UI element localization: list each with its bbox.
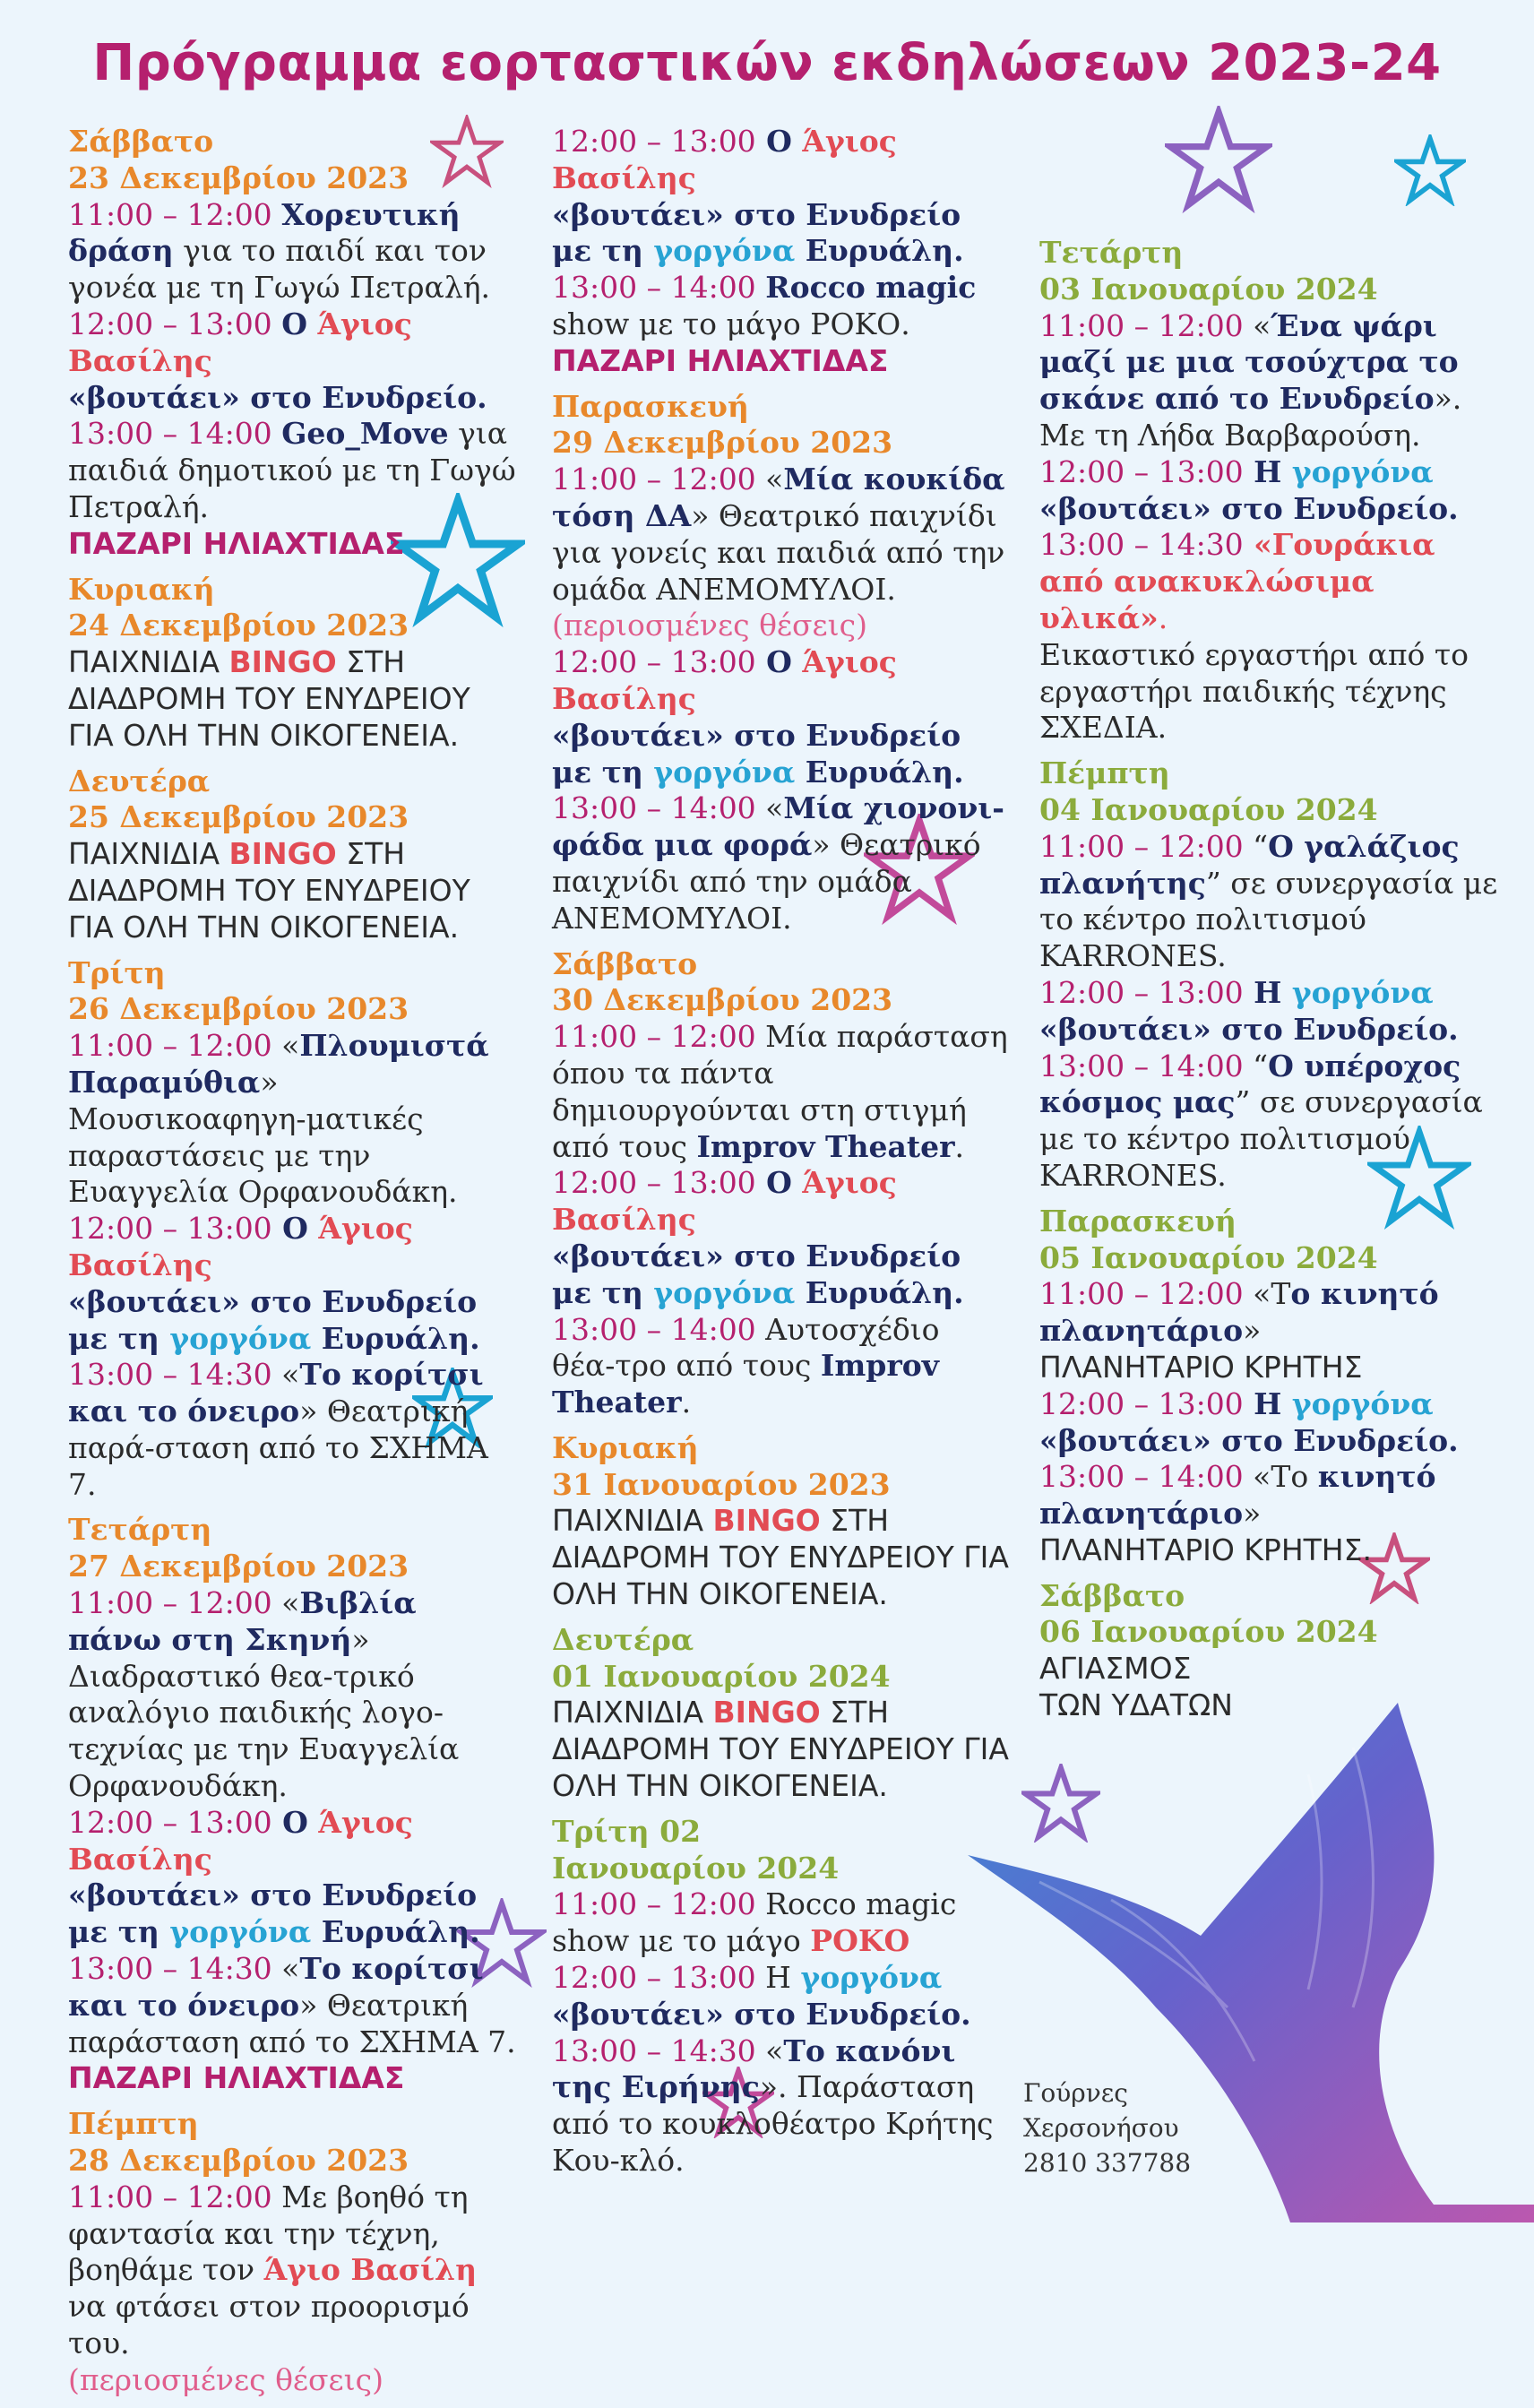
event-time: 13:00 – 14:30 <box>552 2033 756 2068</box>
event-item <box>1039 454 1505 528</box>
event-text: show με το μάγο ΡΟΚΟ. <box>552 306 910 341</box>
day-name: Τρίτη 02 <box>552 1813 702 1849</box>
mermaid-text: γοργόνα <box>1291 974 1434 1010</box>
event-text: « <box>271 1028 300 1064</box>
santa-text: Άγιος Βασίλης <box>68 1804 413 1877</box>
day-name: Σάββατο <box>68 124 214 159</box>
day-mon-01-jan <box>552 1622 1009 1805</box>
event-item <box>552 2033 1009 2179</box>
day-date: 05 Ιανουαρίου 2024 <box>1039 1239 1378 1275</box>
event-text: ΣΤΗ ΔΙΑΔΡΟΜΗ ΤΟΥ ΕΝΥΔΡΕΙΟΥ ΓΙΑ ΟΛΗ ΤΗΝ ΟΙΚΟΓΕΝΕΙΑ. <box>552 1695 1009 1804</box>
day-fri-29-dec <box>552 389 1009 937</box>
page-title: Πρόγραμμα εορταστικών εκδηλώσεων 2023-24 <box>92 34 1442 92</box>
mermaid-text: γοργόνα <box>1291 453 1434 489</box>
event-text: Ο <box>281 306 318 341</box>
location-line: Γούρνες <box>1023 2078 1128 2108</box>
event-text: ». Παράσταση από το κουκλοθέατρο Κρήτης Κου-κλό. <box>552 2069 994 2179</box>
event-time: 12:00 – 13:00 <box>552 124 756 159</box>
day-date: 24 Δεκεμβρίου 2023 <box>68 608 409 643</box>
bingo-text: BINGO <box>712 1695 821 1730</box>
event-time: 12:00 – 13:00 <box>552 644 756 680</box>
event-title: Ένα ψάρι μαζί με μια τσούχτρα το σκάνε από το Ενυδρείο <box>1039 307 1459 417</box>
santa-text: Άγιος Βασίλης <box>552 1165 897 1238</box>
event-item <box>552 270 1009 343</box>
event-item <box>552 1960 1009 2033</box>
day-date: 25 Δεκεμβρίου 2023 <box>68 799 409 835</box>
mermaid-tail-image <box>932 1667 1534 2222</box>
day-name: Σάββατο <box>1039 1577 1185 1613</box>
bingo-text: BINGO <box>712 1503 821 1539</box>
day-sat-30-dec <box>552 946 1009 1421</box>
event-time: 12:00 – 13:00 <box>68 1804 272 1840</box>
event-time: 13:00 – 14:00 <box>1039 1048 1244 1083</box>
event-item <box>1039 1459 1505 1568</box>
event-time: 11:00 – 12:00 <box>68 1585 272 1621</box>
event-text: ΠΑΙΧΝΙΔΙΑ <box>68 836 229 872</box>
event-item <box>1039 308 1505 454</box>
day-sun-31 <box>552 1430 1009 1613</box>
day-thu-04-jan <box>1039 755 1505 1195</box>
event-time: 11:00 – 12:00 <box>1039 307 1244 343</box>
event-text: «βουτάει» στο Ενυδρείο. <box>1039 1011 1459 1047</box>
day-date: 23 Δεκεμβρίου 2023 <box>68 160 409 195</box>
event-text: ΠΑΙΧΝΙΔΙΑ <box>552 1503 713 1539</box>
event-text: » Θεατρικό παιχνίδι από την ομάδα ΑΝΕΜΟΜΥΛΟΙ. <box>552 827 981 936</box>
day-name: Σάββατο <box>552 945 698 981</box>
event-item <box>68 836 516 945</box>
event-time: 13:00 – 14:00 <box>552 1311 756 1347</box>
event-item <box>68 644 516 754</box>
event-text: «Τ <box>1243 1276 1291 1312</box>
event-item <box>552 1695 1009 1804</box>
event-time: 12:00 – 13:00 <box>552 1960 756 1996</box>
event-title: «Γουράκια από ανακυκλώσιμα υλικά» <box>1039 527 1435 635</box>
event-text: ». Με τη Λήδα Βαρβαρούση. <box>1039 381 1462 453</box>
mermaid-text: γοργόνα <box>800 1960 943 1996</box>
event-text: Ευρυάλη. <box>795 1274 964 1310</box>
event-time: 11:00 – 12:00 <box>552 1886 756 1922</box>
day-date: 27 Δεκεμβρίου 2023 <box>68 1549 409 1584</box>
event-text: Η <box>755 1960 801 1996</box>
event-title: Improv Theater <box>552 1348 939 1420</box>
event-text: Ευρυάλη. <box>795 754 964 790</box>
event-text: «βουτάει» στο Ενυδρείο με τη <box>552 717 961 790</box>
event-text: «βουτάει» στο Ενυδρείο με τη <box>68 1283 478 1356</box>
event-title: Μία χιονονι-φάδα μια φορά <box>552 790 1004 863</box>
market-label: ΠΑΖΑΡΙ ΗΛΙΑΧΤΙΔΑΣ <box>552 342 889 378</box>
event-title: Ο υπέροχος κόσμος μας <box>1039 1048 1461 1120</box>
event-text: Ο <box>271 1804 319 1840</box>
event-text: Ο <box>755 644 803 680</box>
event-item <box>68 1805 516 1951</box>
event-text: «βουτάει» στο Ενυδρείο. <box>68 379 487 415</box>
event-time: 13:00 – 14:30 <box>68 1357 272 1393</box>
event-title: Βιβλία πάνω στη Σκηνή <box>68 1585 417 1657</box>
event-text: « <box>755 2033 784 2068</box>
event-text: » Διαδραστικό θεα-τρικό αναλόγιο παιδικής λογο-τεχνίας με την Ευαγγελία Ορφανουδάκη. <box>68 1621 460 1804</box>
event-time: 12:00 – 13:00 <box>1039 1385 1244 1421</box>
event-item <box>552 1312 1009 1421</box>
schedule-column-2 <box>552 124 1009 2188</box>
event-time: 12:00 – 13:00 <box>1039 974 1244 1010</box>
event-item <box>552 1886 1009 1960</box>
event-title: Geo_Move <box>281 416 449 452</box>
day-tue-26-dec <box>68 955 516 1504</box>
event-time: 11:00 – 12:00 <box>68 1028 272 1064</box>
event-text: «βουτάει» στο Ενυδρείο. <box>552 1996 971 2032</box>
day-date: 03 Ιανουαρίου 2024 <box>1039 271 1378 306</box>
event-item <box>1039 1049 1505 1195</box>
day-name: Παρασκευή <box>1039 1203 1237 1239</box>
event-text: “ <box>1243 1048 1269 1083</box>
event-time: 13:00 – 14:00 <box>552 270 756 306</box>
day-sat-23-dec <box>68 124 516 563</box>
day-date: 28 Δεκεμβρίου 2023 <box>68 2143 409 2179</box>
santa-text: Άγιο Βασίλη <box>263 2252 478 2288</box>
event-time: 13:00 – 14:00 <box>68 416 272 452</box>
event-title: Χορευτική δράση <box>68 196 461 269</box>
market-label: ΠΑΖΑΡΙ ΗΛΙΑΧΤΙΔΑΣ <box>68 2060 405 2096</box>
santa-text: Άγιος Βασίλης <box>68 306 412 378</box>
purple-star-icon <box>1165 106 1272 213</box>
event-text: Rocco magic show με το μάγο <box>552 1886 957 1959</box>
event-text: ΠΛΑΝΗΤΑΡΙΟ ΚΡΗΤΗΣ. <box>1039 1532 1372 1567</box>
mermaid-text: γοργόνα <box>169 1914 312 1950</box>
day-date: 01 Ιανουαρίου 2024 <box>552 1658 891 1694</box>
event-time: 13:00 – 14:00 <box>1039 1459 1244 1495</box>
mermaid-text: γοργόνα <box>653 754 796 790</box>
event-item <box>68 197 516 306</box>
day-name: Τρίτη <box>68 954 166 990</box>
day-sun-24-dec <box>68 572 516 755</box>
day-date: 04 Ιανουαρίου 2024 <box>1039 791 1378 827</box>
event-text: ΑΓΙΑΣΜΟΣ <box>1039 1651 1192 1687</box>
event-time: 13:00 – 14:30 <box>68 1951 272 1987</box>
event-text: Ευρυάλη. <box>311 1320 480 1356</box>
day-thu-28-dec <box>68 2106 516 2398</box>
day-name: Παρασκευή <box>552 388 749 424</box>
event-text: Μία παράσταση όπου τα πάντα δημιουργούνται στη στιγμή από τους <box>552 1019 1008 1164</box>
event-text: ΣΤΗ ΔΙΑΔΡΟΜΗ ΤΟΥ ΕΝΥΔΡΕΙΟΥ ΓΙΑ ΟΛΗ ΤΗΝ ΟΙΚΟΓΕΝΕΙΑ. <box>552 1503 1009 1612</box>
event-item <box>1039 829 1505 975</box>
phone-number: 2810 337788 <box>1023 2148 1192 2178</box>
mermaid-text: γοργόνα <box>169 1320 312 1356</box>
event-text: ΠΑΙΧΝΙΔΙΑ <box>552 1695 713 1730</box>
day-date: 26 Δεκεμβρίου 2023 <box>68 991 409 1027</box>
event-text: Η <box>1243 974 1292 1010</box>
event-title: κινητό πλανητάριο <box>1039 1459 1436 1532</box>
event-text: Ο <box>755 124 803 159</box>
event-text: Εικαστικό εργαστήρι από το εργαστήρι παιδικής τέχνης ΣΧΕΔΙΑ. <box>1039 636 1469 746</box>
blue-star-icon <box>1394 134 1466 206</box>
event-text: « <box>271 1585 300 1621</box>
event-text: ” σε συνεργασία με το κέντρο πολιτισμού KARRONES. <box>1039 1084 1483 1193</box>
schedule-column-3 <box>1039 235 1505 1733</box>
event-text: Αυτοσχέδιο θέα-τρο από τους <box>552 1311 940 1384</box>
event-time: 13:00 – 14:30 <box>1039 527 1244 563</box>
event-text: . <box>954 1128 965 1164</box>
mermaid-text: γοργόνα <box>653 233 796 269</box>
event-item <box>552 1503 1009 1612</box>
day-name: Δευτέρα <box>68 763 211 798</box>
event-title: Μία κουκίδα τόση ΔΑ <box>552 462 1005 533</box>
day-wed-27-dec <box>68 1512 516 2097</box>
day-sat-06-jan <box>1039 1578 1505 1724</box>
event-item <box>552 790 1009 936</box>
schedule-column-1 <box>68 124 516 2408</box>
event-text: « <box>755 462 784 497</box>
event-text: » <box>1243 1313 1262 1349</box>
event-time: 11:00 – 12:00 <box>68 2179 272 2214</box>
day-name: Πέμπτη <box>1039 755 1170 791</box>
event-text: ΣΤΗ ΔΙΑΔΡΟΜΗ ΤΟΥ ΕΝΥΔΡΕΙΟΥ ΓΙΑ ΟΛΗ ΤΗΝ ΟΙΚΟΓΕΝΕΙΑ. <box>68 836 470 945</box>
day-mon-25-dec <box>68 764 516 946</box>
event-time: 12:00 – 13:00 <box>552 1165 756 1201</box>
event-item <box>552 644 1009 790</box>
event-text: Ο <box>271 1211 319 1247</box>
event-text: Η <box>1243 1385 1292 1421</box>
mermaid-text: γοργόνα <box>653 1274 796 1310</box>
event-text: «Το <box>1243 1459 1318 1495</box>
event-text: ΠΑΙΧΝΙΔΙΑ <box>68 644 229 680</box>
event-item <box>68 306 516 416</box>
event-title: Ο γαλάζιος πλανήτης <box>1039 828 1460 901</box>
event-item <box>68 416 516 525</box>
event-time: 11:00 – 12:00 <box>1039 1276 1244 1312</box>
day-date: 30 Δεκεμβρίου 2023 <box>552 982 893 1018</box>
event-text: Ευρυάλη. <box>311 1914 480 1950</box>
event-text: να φτάσει στον προορισμό του. <box>68 2289 470 2361</box>
event-item <box>68 1357 516 1503</box>
event-item <box>552 1019 1009 1165</box>
santa-text: Άγιος Βασίλης <box>68 1211 413 1282</box>
event-text: «βουτάει» στο Ενυδρείο με τη <box>552 1238 961 1310</box>
event-title: Πλουμιστά Παραμύθια <box>68 1028 489 1100</box>
day-name: Κυριακή <box>552 1429 699 1465</box>
event-item <box>68 2179 516 2362</box>
event-item <box>1039 975 1505 1049</box>
event-item <box>1039 527 1505 747</box>
region-line: Χερσονήσου <box>1023 2113 1179 2143</box>
event-text: ΤΩΝ ΥΔΑΤΩΝ <box>1039 1687 1233 1723</box>
contact-info <box>1023 2076 1191 2180</box>
event-text: «βουτάει» στο Ενυδρείο. <box>1039 490 1459 526</box>
roko-text: ΡΟΚΟ <box>810 1923 910 1959</box>
bingo-text: BINGO <box>228 644 337 680</box>
event-text: «βουτάει» στο Ενυδρείο με τη <box>552 196 961 269</box>
day-name: Τετάρτη <box>1039 235 1184 270</box>
day-sat-23-dec-cont <box>552 124 1009 380</box>
event-item <box>552 1165 1009 1311</box>
event-text: Ο <box>755 1165 803 1201</box>
event-text: . <box>1158 600 1168 635</box>
event-time: 13:00 – 14:00 <box>552 790 756 826</box>
event-item <box>68 1211 516 1357</box>
day-date: Ιανουαρίου 2024 <box>552 1850 840 1886</box>
event-title: Improv Theater <box>696 1128 955 1164</box>
day-wed-03-jan <box>1039 235 1505 747</box>
event-text: Ευρυάλη. <box>795 233 964 269</box>
santa-text: Άγιος Βασίλης <box>552 644 897 716</box>
day-fri-05-jan <box>1039 1204 1505 1569</box>
event-text: Η <box>1243 453 1292 489</box>
day-name: Κυριακή <box>68 571 215 607</box>
day-date: 29 Δεκεμβρίου 2023 <box>552 425 893 461</box>
event-text: « <box>755 790 784 826</box>
event-text: « <box>1243 307 1271 343</box>
event-title: Το κορίτσι και το όνειρο <box>68 1357 484 1429</box>
event-text: ” σε συνεργασία με το κέντρο πολιτισμού KARRONES. <box>1039 865 1498 974</box>
event-text: “ <box>1243 828 1269 864</box>
event-title: Το κανόνι της Ειρήνης <box>552 2033 956 2105</box>
event-time: 11:00 – 12:00 <box>1039 828 1244 864</box>
event-text: « <box>271 1951 300 1987</box>
event-text: » Μουσικοαφηγη-ματικές παραστάσεις με την Ευαγγελία Ορφανουδάκη. <box>68 1064 458 1210</box>
event-title: ο κινητό πλανητάριο <box>1039 1276 1439 1349</box>
event-time: 11:00 – 12:00 <box>552 462 756 497</box>
event-text: για το παιδί και τον γονέα με τη Γωγώ Πετραλή. <box>68 233 490 306</box>
event-item <box>552 462 1009 608</box>
event-time: 11:00 – 12:00 <box>552 1019 756 1055</box>
day-tue-02-jan <box>552 1814 1009 2179</box>
bingo-text: BINGO <box>228 836 337 872</box>
event-time: 12:00 – 13:00 <box>68 1211 272 1247</box>
event-text: . <box>681 1385 692 1420</box>
event-item <box>552 124 1009 270</box>
day-date: 06 Ιανουαρίου 2024 <box>1039 1614 1378 1650</box>
mermaid-text: γοργόνα <box>1291 1385 1434 1421</box>
event-text: για παιδιά δημοτικού με τη Γωγώ Πετραλή. <box>68 416 516 524</box>
event-title: Rocco magic <box>765 270 977 306</box>
event-text: «βουτάει» στο Ενυδρείο. <box>1039 1422 1459 1458</box>
day-name: Δευτέρα <box>552 1621 694 1657</box>
event-time: 12:00 – 13:00 <box>68 306 272 341</box>
event-title: Το κορίτσι και το όνειρο <box>68 1951 484 2023</box>
event-text: Με βοηθό τη φαντασία και την τέχνη, βοηθάμε τον <box>68 2179 469 2288</box>
day-name: Πέμπτη <box>68 2106 199 2142</box>
event-text: » Θεατρικό παιχνίδι για γονείς και παιδιά από την ομάδα ΑΝΕΜΟΜΥΛΟΙ. <box>552 497 1005 607</box>
event-time: 12:00 – 13:00 <box>1039 453 1244 489</box>
day-date: 31 Ιανουαρίου 2023 <box>552 1466 891 1502</box>
event-time: 11:00 – 12:00 <box>68 196 272 232</box>
event-text: « <box>271 1357 300 1393</box>
event-item <box>1039 1276 1505 1385</box>
event-item <box>68 1028 516 1211</box>
event-item <box>68 1951 516 2060</box>
event-text: » Θεατρική παράσταση από το ΣΧΗΜΑ 7. <box>68 1987 516 2059</box>
event-text: ΠΛΑΝΗΤΑΡΙΟ ΚΡΗΤΗΣ <box>1039 1349 1363 1385</box>
market-label: ΠΑΖΑΡΙ ΗΛΙΑΧΤΙΔΑΣ <box>68 525 405 561</box>
event-text: » Θεατρική παρά-σταση από το ΣΧΗΜΑ 7. <box>68 1394 488 1502</box>
day-name: Τετάρτη <box>68 1512 212 1548</box>
limited-seats-note: (περιοσμένες θέσεις) <box>68 2361 384 2397</box>
event-text: «βουτάει» στο Ενυδρείο με τη <box>68 1877 478 1950</box>
event-item <box>68 1585 516 1805</box>
limited-seats-note: (περιοσμένες θέσεις) <box>552 608 867 643</box>
santa-text: Άγιος Βασίλης <box>552 124 897 195</box>
event-text: » <box>1243 1496 1262 1532</box>
event-text: ΣΤΗ ΔΙΑΔΡΟΜΗ ΤΟΥ ΕΝΥΔΡΕΙΟΥ ΓΙΑ ΟΛΗ ΤΗΝ ΟΙΚΟΓΕΝΕΙΑ. <box>68 644 470 753</box>
event-item <box>1039 1386 1505 1460</box>
